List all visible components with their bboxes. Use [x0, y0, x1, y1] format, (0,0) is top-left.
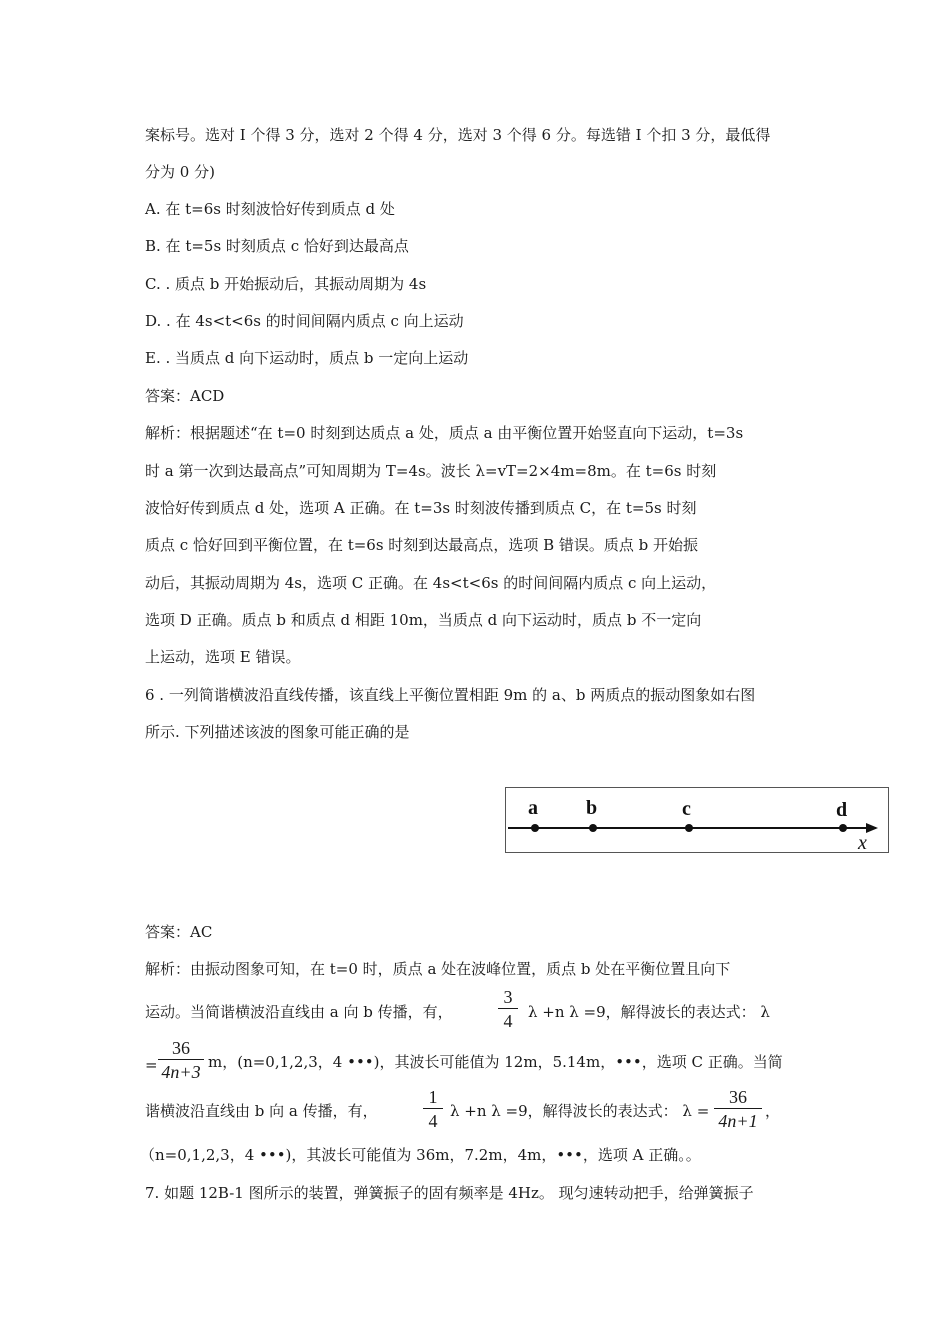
explanation-line: λ +n λ =9，解得波长的表达式： λ =: [450, 1102, 710, 1120]
explanation-line: 选项 D 正确。质点 b 和质点 d 相距 10m，当质点 d 向下运动时，质点 b 不一定向: [145, 611, 702, 629]
question-6: 所示. 下列描述该波的图象可能正确的是: [145, 723, 410, 741]
explanation-line: 谐横波沿直线由 b 向 a 传播，有，: [145, 1102, 378, 1120]
option-e: E. . 当质点 d 向下运动时，质点 b 一定向上运动: [145, 349, 469, 367]
option-c: C. . 质点 b 开始振动后，其振动周期为 4s: [145, 275, 427, 293]
label-d: d: [836, 799, 848, 821]
point-c: [685, 824, 693, 832]
label-c: c: [682, 798, 691, 820]
explanation-line: 波恰好传到质点 d 处，选项 A 正确。在 t=3s 时刻波传播到质点 C，在 t=5s 时刻: [145, 499, 697, 517]
explanation-line: 运动。当简谐横波沿直线由 a 向 b 传播，有，: [145, 1003, 453, 1021]
wave-points-diagram: [505, 787, 889, 853]
question-7: 7. 如题 12B-1 图所示的装置，弹簧振子的固有频率是 4Hz。 现匀速转动把手，给弹簧振子: [145, 1184, 754, 1202]
text-line: 案标号。选对 I 个得 3 分，选对 2 个得 4 分，选对 3 个得 6 分。每选错 I 个扣 3 分，最低得: [145, 126, 771, 144]
option-a: A. 在 t=6s 时刻波恰好传到质点 d 处: [145, 200, 395, 218]
explanation-line: 解析：由振动图象可知，在 t=0 时，质点 a 处在波峰位置，质点 b 处在平衡位置且向下: [145, 960, 731, 978]
fraction-36-4n3: 36 4n+3: [158, 1038, 204, 1082]
option-d: D. . 在 4s<t<6s 的时间间隔内质点 c 向上运动: [145, 312, 464, 330]
fraction-1-4: 1 4: [423, 1087, 443, 1131]
explanation-line: ，: [765, 1102, 781, 1120]
question-6: 6 . 一列简谐横波沿直线传播，该直线上平衡位置相距 9m 的 a、b 两质点的振动图象如右图: [145, 686, 756, 704]
label-x: x: [858, 832, 867, 854]
fraction-3-4: 3 4: [498, 987, 518, 1031]
explanation-line: 动后，其振动周期为 4s，选项 C 正确。在 4s<t<6s 的时间间隔内质点 c 向上运动，: [145, 574, 717, 592]
label-b: b: [586, 797, 598, 819]
option-b: B. 在 t=5s 时刻质点 c 恰好到达最高点: [145, 237, 409, 255]
x-axis-arrow: [866, 823, 878, 833]
explanation-line: 上运动，选项 E 错误。: [145, 648, 301, 666]
point-a: [531, 824, 539, 832]
explanation-line: 质点 c 恰好回到平衡位置，在 t=6s 时刻到达最高点，选项 B 错误。质点 b 开始振: [145, 536, 699, 554]
explanation-line: 解析：根据题述“在 t=0 时刻到达质点 a 处，质点 a 由平衡位置开始竖直向下运动，t=3s: [145, 424, 744, 442]
explanation-line: （n=0,1,2,3，4 •••)，其波长可能值为 36m，7.2m，4m，•••，选项 A 正确。。: [140, 1146, 701, 1164]
explanation-line: 时 a 第一次到达最高点”可知周期为 T=4s。波长 λ=vT=2×4m=8m。在 t=6s 时刻: [145, 462, 717, 480]
text-line: 分为 0 分): [145, 163, 215, 181]
answer-6: 答案：AC: [145, 923, 213, 941]
point-b: [589, 824, 597, 832]
label-a: a: [528, 797, 538, 819]
explanation-line: =: [145, 1056, 158, 1074]
point-d: [839, 824, 847, 832]
explanation-line: λ +n λ =9，解得波长的表达式： λ: [528, 1003, 770, 1021]
explanation-line: m，(n=0,1,2,3，4 •••)，其波长可能值为 12m，5.14m，•••，选项 C 正确。当简: [208, 1053, 783, 1071]
fraction-36-4n1: 36 4n+1: [714, 1087, 762, 1131]
answer-5: 答案：ACD: [145, 387, 225, 405]
